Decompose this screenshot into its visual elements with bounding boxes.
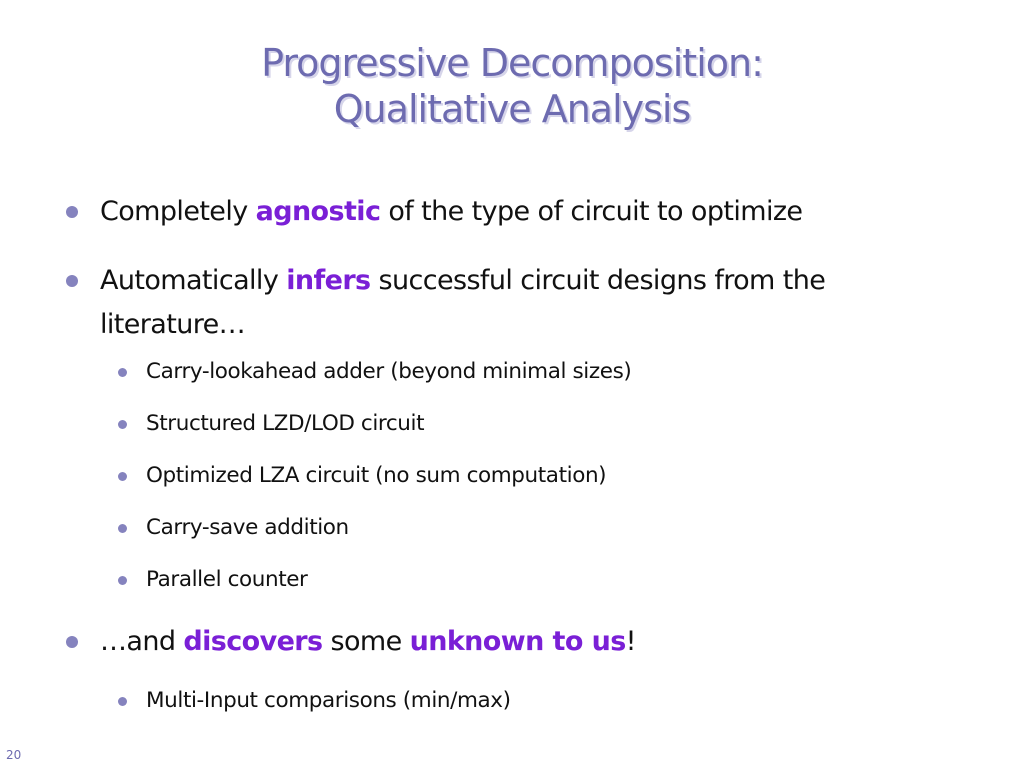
- emphasis-text: infers: [286, 265, 371, 296]
- bullet-text: of the type of circuit to optimize: [380, 196, 803, 227]
- bullet-text: …and: [100, 626, 184, 657]
- sub-bullet-text: Carry-lookahead adder (beyond minimal sizes): [146, 359, 632, 384]
- sub-bullet-text: Carry-save addition: [146, 515, 349, 540]
- slide-title-line-1: Progressive Decomposition:: [261, 41, 763, 85]
- sub-bullet: [118, 686, 966, 716]
- sub-bullet-text: Parallel counter: [146, 567, 308, 592]
- sub-bullet-dot-icon: [118, 576, 127, 585]
- sub-bullet-dot-icon: [118, 368, 127, 377]
- sub-bullet: [118, 565, 966, 595]
- bullet-text: Automatically: [100, 265, 287, 296]
- sub-bullet: [118, 513, 966, 543]
- sub-bullet-dot-icon: [118, 697, 127, 706]
- sub-bullet-text: Optimized LZA circuit (no sum computation): [146, 463, 607, 488]
- bullet-discovers: [66, 620, 966, 664]
- sub-bullet-dot-icon: [118, 420, 127, 429]
- bullet-infers: [66, 259, 966, 347]
- slide-title: [0, 40, 1024, 132]
- sub-bullet-text: Structured LZD/LOD circuit: [146, 411, 425, 436]
- sub-bullet-text: Multi-Input comparisons (min/max): [146, 688, 511, 713]
- sub-bullet-dot-icon: [118, 524, 127, 533]
- sub-list-literature: [66, 357, 966, 595]
- sub-bullet: [118, 357, 966, 387]
- sub-list-discoveries: [66, 686, 966, 716]
- page-number: 20: [6, 748, 22, 762]
- sub-bullet-dot-icon: [118, 472, 127, 481]
- bullet-dot-icon: [66, 636, 78, 648]
- bullet-text: !: [625, 626, 636, 657]
- bullet-text: some: [322, 626, 410, 657]
- emphasis-text: agnostic: [255, 196, 381, 227]
- bullet-text: successful circuit designs from the literature…: [100, 265, 826, 340]
- bullet-text: Completely: [100, 196, 256, 227]
- bullet-agnostic: [66, 190, 966, 234]
- bullet-dot-icon: [66, 206, 78, 218]
- sub-bullet: [118, 461, 966, 491]
- slide-title-line-2: Qualitative Analysis: [333, 87, 691, 131]
- bullet-dot-icon: [66, 275, 78, 287]
- emphasis-text: unknown to us: [409, 626, 626, 657]
- bullet-list: [66, 190, 966, 716]
- sub-bullet: [118, 409, 966, 439]
- emphasis-text: discovers: [183, 626, 323, 657]
